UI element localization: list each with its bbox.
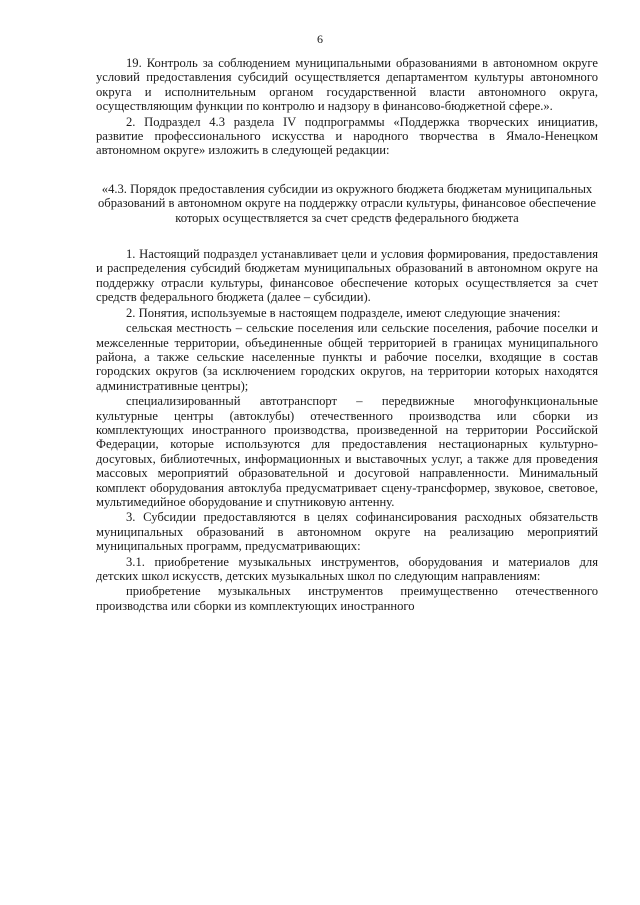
document-body bbox=[96, 56, 598, 614]
section-heading-4-3: «4.3. Порядок предоставления субсидии из окружного бюджета бюджетам муниципальных образований в автономном округе на поддержку отрасли культуры, финансовое обеспечение которых осуществляется за счет средств федерального бюджета bbox=[98, 181, 596, 225]
subsection-paragraph-3-1: 3.1. приобретение музыкальных инструментов, оборудования и материалов для детских школ искусств, детских музыкальных школ по следующим направлениям: bbox=[96, 554, 598, 583]
page-number: 6 bbox=[317, 32, 323, 46]
definition-rural-area: сельская местность – сельские поселения или сельские поселения, рабочие поселки и межселенные территории, объединенные общей территорией в границах муниципального района, а также сельские населенные пункты и рабочие поселки, входящие в состав городских округов (за исключением городских округов, на территории которых находятся административные центры); bbox=[96, 321, 598, 393]
subsection-paragraph-1: 1. Настоящий подраздел устанавливает цели и условия формирования, предоставления и распределения субсидий бюджетам муниципальных образований в автономном округе на поддержку отрасли культуры, финансовое обеспечение которых осуществляется за счет средств федерального бюджета (далее – субсидии). bbox=[96, 247, 598, 305]
instruments-purchase-text: приобретение музыкальных инструментов преимущественно отечественного производства или сборки из комплектующих иностранного bbox=[96, 584, 598, 613]
subsection-paragraph-3: 3. Субсидии предоставляются в целях софинансирования расходных обязательств муниципальных образований в автономном округе на реализацию мероприятий муниципальных программ, предусматривающих: bbox=[96, 510, 598, 554]
paragraph-19-control: 19. Контроль за соблюдением муниципальными образованиями в автономном округе условий предоставления субсидий осуществляется департаментом культуры автономного округа и исполнительным органом государственной власти автономного округа, осуществляющим функции по контролю и надзору в финансово-бюджетной сфере.». bbox=[96, 56, 598, 114]
definition-special-transport: специализированный автотранспорт – передвижные многофункциональные культурные центры (автоклубы) отечественного производства или сборки из комплектующих иностранного производства, произведенной на территории Российской Федерации, которые используются для предоставления нестационарных культурно-досуговых, библиотечных, информационных и выставочных услуг, а также для проведения массовых мероприятий образовательной и досуговой направленности. Минимальный комплект оборудования автоклуба предусматривает сцену-трансформер, звуковое, световое, мультимедийное оборудование и спутниковую антенну. bbox=[96, 394, 598, 509]
paragraph-2-amendment: 2. Подраздел 4.3 раздела IV подпрограммы «Поддержка творческих инициатив, развитие профессионального искусства и народного творчества в Ямало-Ненецком автономном округе» изложить в следующей редакции: bbox=[96, 114, 598, 158]
subsection-paragraph-2: 2. Понятия, используемые в настоящем подразделе, имеют следующие значения: bbox=[126, 305, 561, 320]
